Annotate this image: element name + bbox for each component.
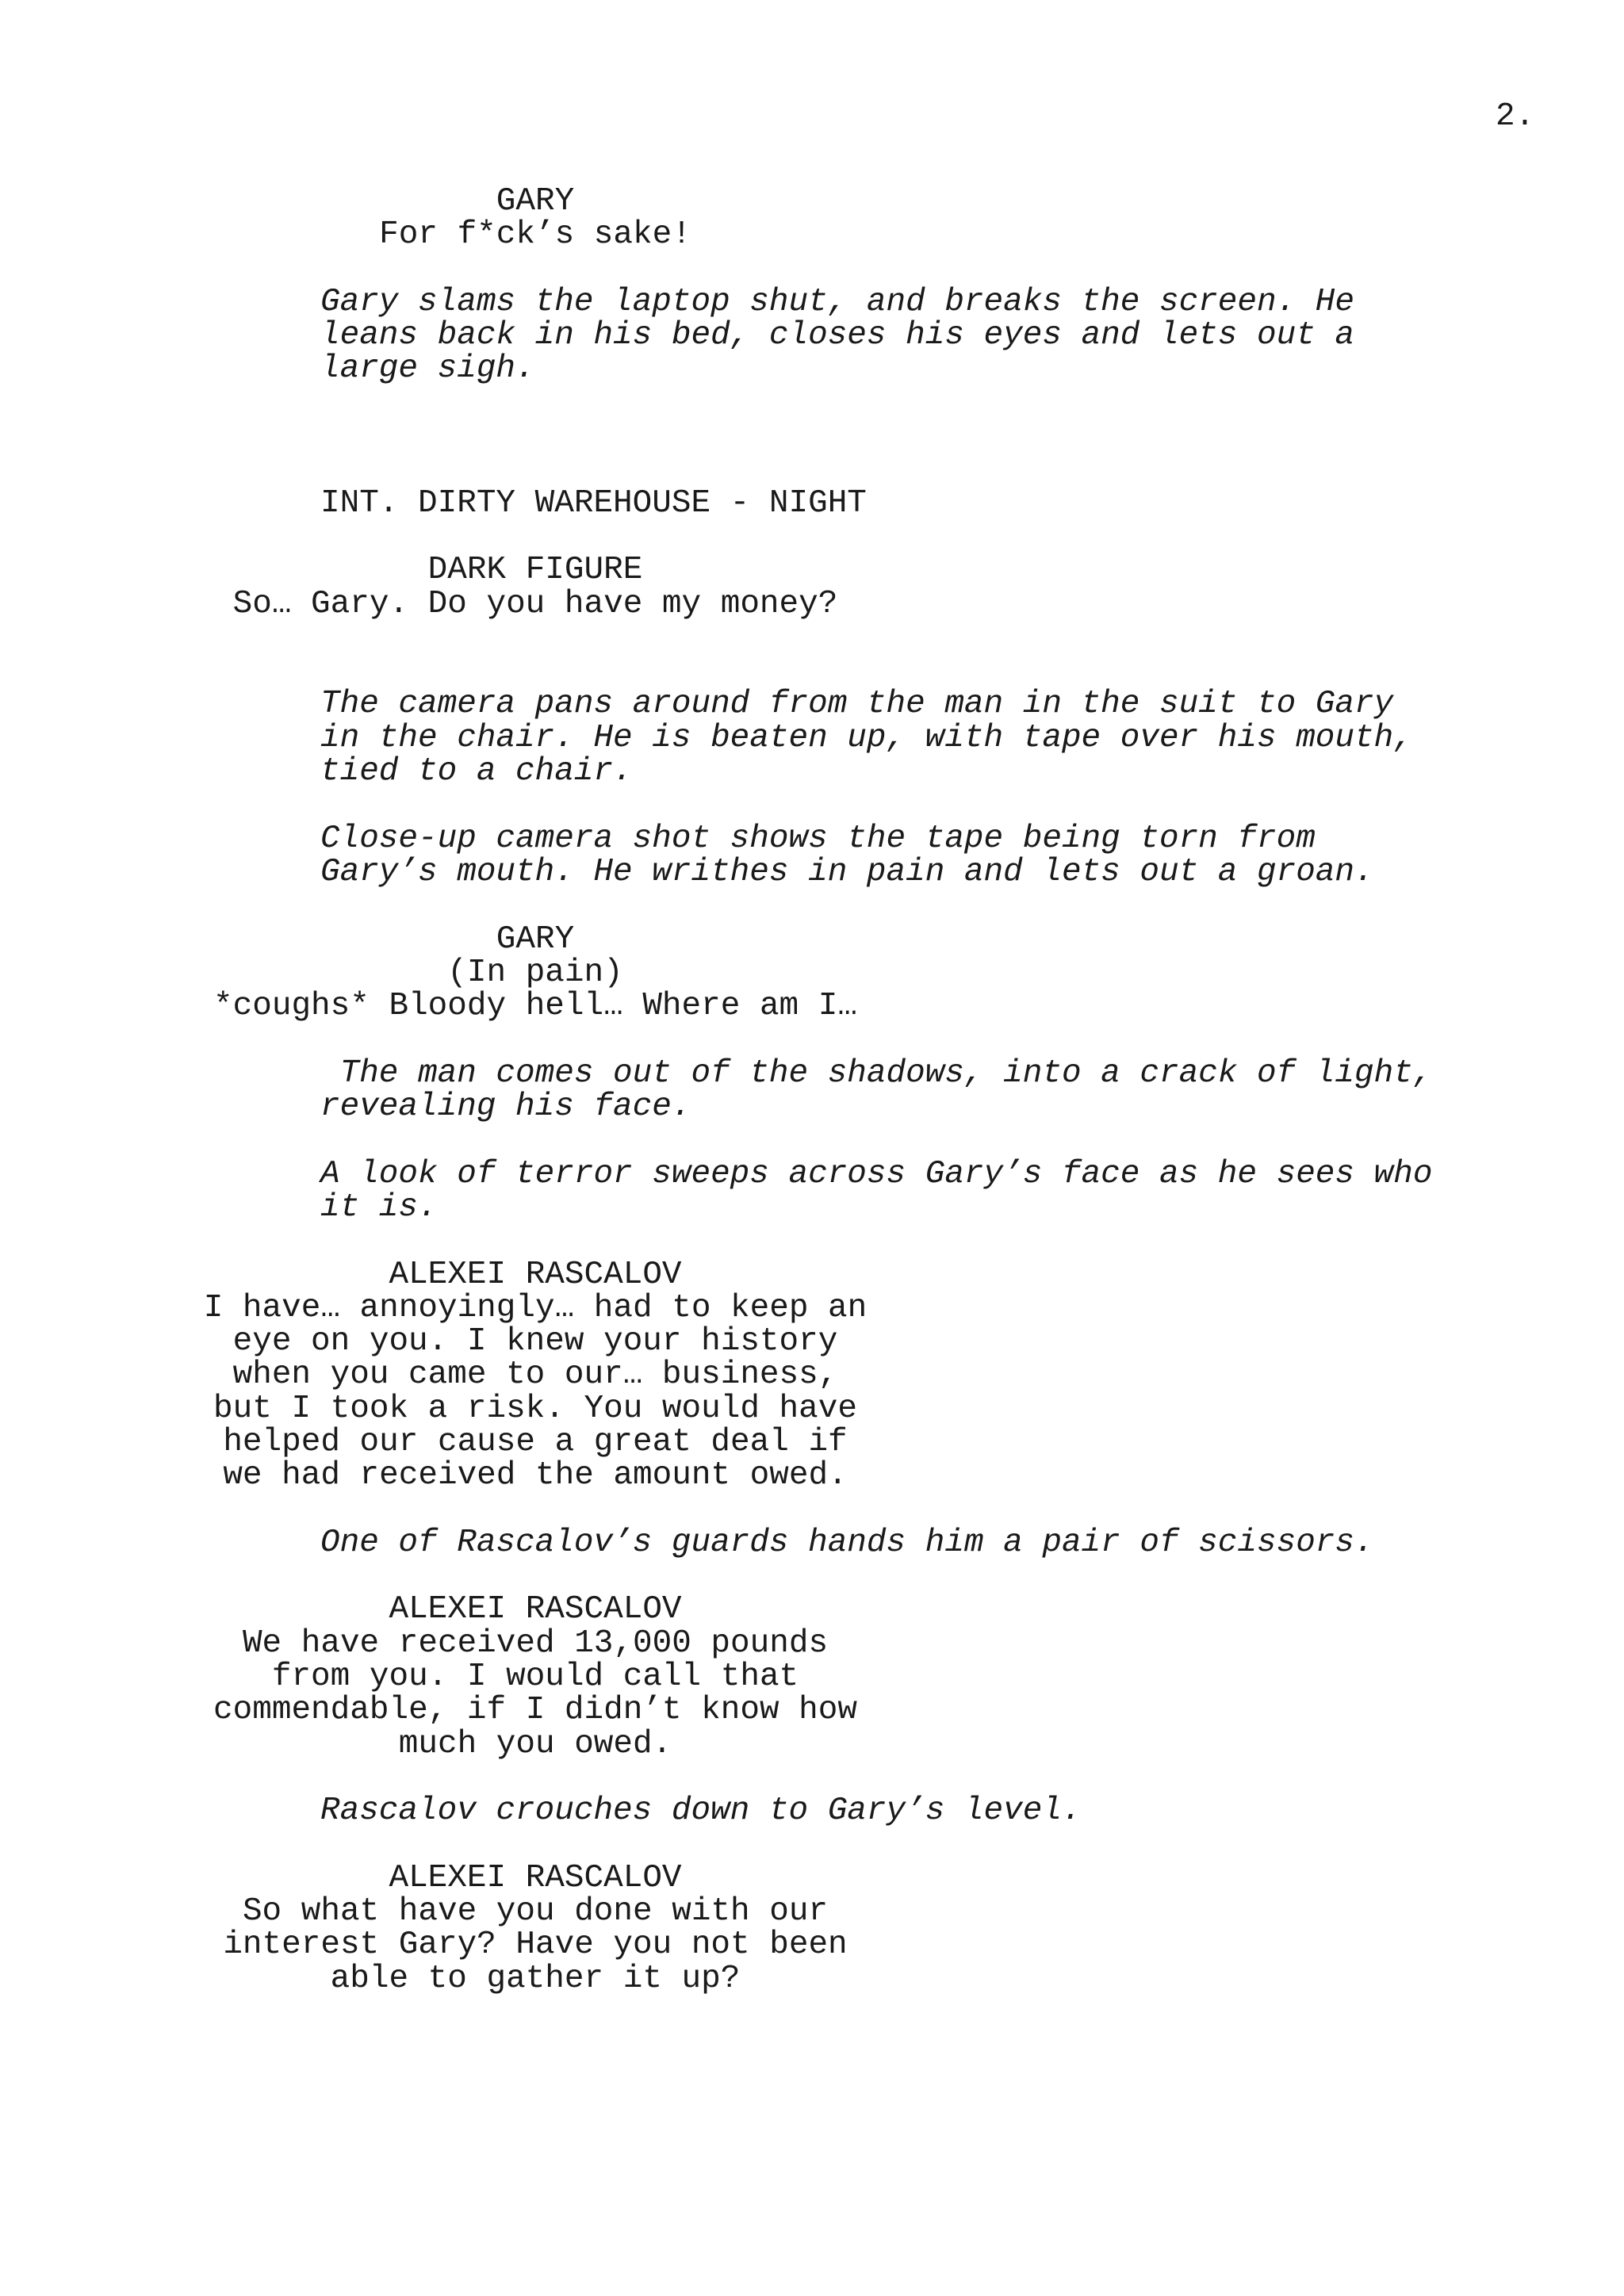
action-line: tied to a chair. [320, 753, 633, 790]
dialogue-line: commendable, if I didn’t know how [213, 1692, 857, 1729]
character-name: GARY [496, 920, 575, 958]
action-line: Gary slams the laptop shut, and breaks the screen. He [320, 283, 1355, 320]
action-line: large sigh. [320, 350, 535, 388]
action-line: Close-up camera shot shows the tape being torn from [320, 820, 1316, 857]
action-line: The man comes out of the shadows, into a crack of light, [320, 1054, 1433, 1092]
action-line: A look of terror sweeps across Gary’s face as he sees who [320, 1155, 1433, 1192]
action-block [320, 687, 1510, 788]
dialogue-block [203, 1256, 1510, 1494]
dialogue-line: So… Gary. Do you have my money? [232, 585, 838, 622]
character-name: GARY [496, 183, 575, 220]
character-name: ALEXEI RASCALOV [389, 1859, 682, 1896]
dialogue-line: much you owed. [398, 1725, 672, 1762]
action-line: leans back in his bed, closes his eyes and lets out a [320, 317, 1355, 354]
action-line: revealing his face. [320, 1089, 691, 1126]
dialogue-line: when you came to our… business, [232, 1357, 838, 1394]
character-name: ALEXEI RASCALOV [389, 1256, 682, 1293]
dialogue-block [223, 1859, 1510, 1997]
dialogue-block [213, 1591, 1510, 1762]
character-name: ALEXEI RASCALOV [389, 1591, 682, 1628]
action-line: it is. [320, 1188, 438, 1226]
dialogue-line: interest Gary? Have you not been [223, 1927, 848, 1964]
action-block [320, 1155, 1510, 1226]
dialogue-line: I have… annoyingly… had to keep an [203, 1289, 868, 1326]
dialogue-block [320, 185, 1510, 252]
action-block [320, 1526, 1510, 1559]
dialogue-line: we had received the amount owed. [223, 1457, 848, 1494]
action-block [320, 285, 1510, 386]
action-line: The camera pans around from the man in the suit to Gary [320, 686, 1394, 723]
dialogue-line: So what have you done with our [242, 1893, 829, 1931]
dialogue-line: able to gather it up? [330, 1960, 741, 1997]
action-line: One of Rascalov’s guards hands him a pair of scissors. [320, 1524, 1374, 1561]
dialogue-line: helped our cause a great deal if [223, 1423, 848, 1460]
dialogue-block [232, 552, 1510, 622]
action-line: Rascalov crouches down to Gary’s level. [320, 1793, 1082, 1830]
action-block [320, 1793, 1510, 1830]
dialogue-line: *coughs* Bloody hell… Where am I… [213, 988, 857, 1025]
dialogue-line: We have received 13,000 pounds [242, 1624, 829, 1662]
action-line: in the chair. He is beaten up, with tape over his mouth, [320, 719, 1413, 756]
dialogue-line: eye on you. I knew your history [232, 1323, 838, 1360]
action-block [320, 1054, 1510, 1126]
action-block [320, 822, 1510, 890]
dialogue-block [213, 920, 1510, 1025]
action-line: Gary’s mouth. He writhes in pain and lets out a groan. [320, 853, 1374, 890]
dialogue-line: but I took a risk. You would have [213, 1390, 857, 1427]
scene-heading: INT. DIRTY WAREHOUSE - NIGHT [320, 484, 867, 522]
page-number: 2. [1496, 98, 1535, 135]
parenthetical: (In pain) [447, 954, 623, 991]
screenplay-page [203, 183, 1510, 1997]
character-name: DARK FIGURE [427, 552, 643, 589]
dialogue-line: For f*ck’s sake! [379, 216, 691, 254]
dialogue-line: from you. I would call that [271, 1659, 799, 1696]
